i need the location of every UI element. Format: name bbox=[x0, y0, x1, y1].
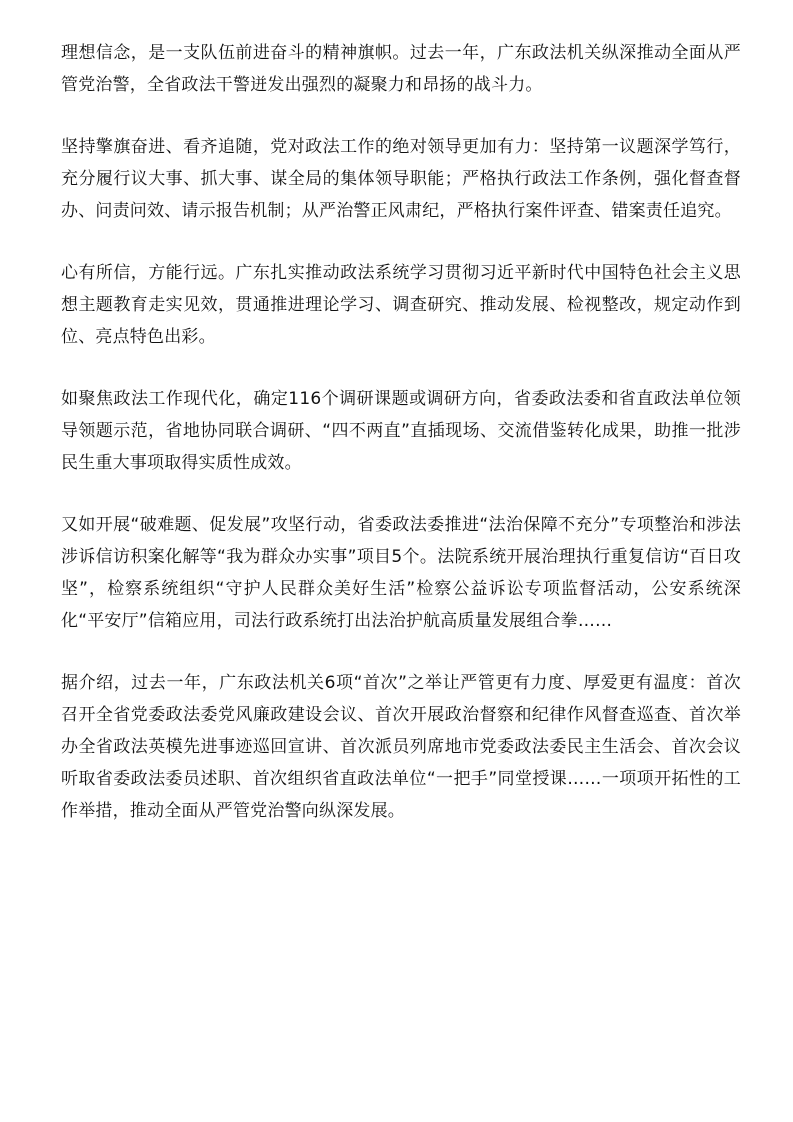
paragraph-1: 理想信念，是一支队伍前进奋斗的精神旗帜。过去一年，广东政法机关纵深推动全面从严管党治警，全省政法干警迸发出强烈的凝聚力和昂扬的战斗力。 bbox=[61, 43, 741, 95]
document-body bbox=[61, 37, 741, 857]
paragraph-6: 据介绍，过去一年，广东政法机关6项“首次”之举让严管更有力度、厚爱更有温度：首次召开全省党委政法委党风廉政建设会议、首次开展政治督察和纪律作风督查巡查、首次举办全省政法英模先进事迹巡回宣讲、首次派员列席地市党委政法委民主生活会、首次会议听取省委政法委员述职、首次组织省直政法单位“一把手”同堂授课……一项项开拓性的工作举措，推动全面从严管党治警向纵深发展。 bbox=[61, 673, 741, 821]
paragraph-5: 又如开展“破难题、促发展”攻坚行动，省委政法委推进“法治保障不充分”专项整治和涉法涉诉信访积案化解等“我为群众办实事”项目5个。法院系统开展治理执行重复信访“百日攻坚”，检察系统组织“守护人民群众美好生活”检察公益诉讼专项监督活动，公安系统深化“平安厅”信箱应用，司法行政系统打出法治护航高质量发展组合拳…… bbox=[61, 515, 741, 631]
paragraph-3: 心有所信，方能行远。广东扎实推动政法系统学习贯彻习近平新时代中国特色社会主义思想主题教育走实见效，贯通推进理论学习、调查研究、推动发展、检视整改，规定动作到位、亮点特色出彩。 bbox=[61, 263, 741, 347]
paragraph-2: 坚持擎旗奋进、看齐追随，党对政法工作的绝对领导更加有力：坚持第一议题深学笃行，充分履行议大事、抓大事、谋全局的集体领导职能；严格执行政法工作条例，强化督查督办、问责问效、请示报告机制；从严治警正风肃纪，严格执行案件评查、错案责任追究。 bbox=[61, 137, 741, 221]
paragraph-4: 如聚焦政法工作现代化，确定116个调研课题或调研方向，省委政法委和省直政法单位领导领题示范，省地协同联合调研、“四不两直”直插现场、交流借鉴转化成果，助推一批涉民生重大事项取得实质性成效。 bbox=[61, 389, 741, 473]
